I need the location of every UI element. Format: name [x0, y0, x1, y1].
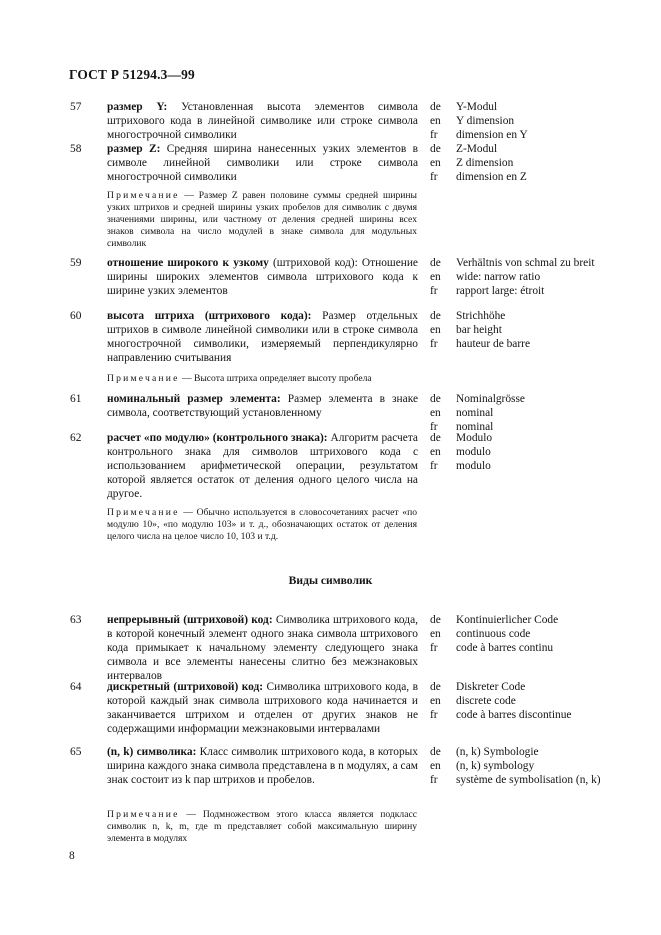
note-label: Примечание [107, 507, 180, 518]
note [107, 190, 417, 250]
lang-code: fr [430, 773, 438, 786]
entry-definition: Класс символик штрихового кода, в которых ширина каждого знака символа представлена в n модулях, а сам знак состоит из k пар штрихов и пробелов. [107, 746, 418, 786]
lang-code: de [430, 310, 441, 322]
entry-definition: Размер элемента в знаке символа, соответствующий установленному [107, 393, 418, 419]
page-number: 8 [69, 850, 75, 862]
lang-term: Z dimension [456, 156, 514, 169]
entry-definition: Символика штрихового кода, в которой конечный элемент одного знака символа штрихового кода примыкает к начальному элементу следующего знака символа и все элементы нанесены слитно без межзнаковых интервалов [107, 614, 418, 682]
entry-number: 64 [70, 681, 82, 693]
note-dash: — [179, 507, 197, 518]
lang-code: de [430, 101, 441, 113]
entry-text [107, 310, 418, 366]
lang-term: code à barres continu [456, 641, 554, 654]
lang-term: Nominalgrösse [456, 393, 525, 405]
entry-text [107, 101, 418, 143]
lang-code: de [430, 614, 441, 626]
lang-term: dimension en Z [456, 170, 527, 183]
note-text: Высота штриха определяет высоту пробела [193, 373, 372, 384]
language-equivalents [430, 681, 620, 723]
entry-number: 61 [70, 393, 82, 405]
lang-code: fr [430, 641, 438, 654]
lang-code: fr [430, 170, 438, 183]
lang-code: en [430, 114, 441, 127]
lang-code: en [430, 694, 441, 707]
note-label: Примечание [107, 809, 180, 820]
lang-term: Z-Modul [456, 143, 498, 155]
language-equivalents [430, 101, 620, 143]
lang-term: (n, k) Symbologie [456, 746, 539, 758]
entry-term: (n, k) символика: [107, 746, 197, 758]
language-equivalents [430, 310, 620, 352]
language-equivalents [430, 432, 620, 474]
lang-term: nominal [456, 420, 494, 433]
entry-term: номинальный размер элемента: [107, 393, 281, 405]
lang-code: fr [430, 420, 438, 433]
lang-term: modulo [456, 459, 491, 472]
language-equivalents [430, 257, 620, 299]
lang-term: système de symbolisation (n, k) [456, 773, 601, 786]
lang-term: Y dimension [456, 114, 515, 127]
lang-term: bar height [456, 323, 502, 336]
note-label: Примечание [107, 373, 180, 384]
lang-code: en [430, 270, 441, 283]
language-equivalents [430, 746, 620, 788]
entry-text [107, 681, 418, 737]
entry-text [107, 143, 418, 185]
lang-code: en [430, 406, 441, 419]
lang-code: fr [430, 459, 438, 472]
language-equivalents [430, 393, 620, 435]
lang-code: en [430, 759, 441, 772]
entry-term: расчет «по модулю» (контрольного знака): [107, 432, 328, 444]
document-header: ГОСТ Р 51294.3—99 [69, 67, 195, 82]
entry-number: 63 [70, 614, 82, 626]
entry-number: 58 [70, 143, 82, 155]
note-label: Примечание [107, 190, 180, 201]
lang-term: nominal [456, 406, 494, 419]
lang-code: en [430, 627, 441, 640]
entry-number: 60 [70, 310, 82, 322]
lang-code: fr [430, 128, 438, 141]
entry-term-qualifier: (штриховой код): [268, 257, 358, 269]
lang-code: de [430, 143, 441, 155]
entry-term: отношение широкого к узкому [107, 257, 269, 269]
lang-term: hauteur de barre [456, 337, 530, 350]
language-equivalents [430, 614, 620, 656]
entry-term: размер Z: [107, 143, 161, 155]
entry-definition: Символика штрихового кода, в которой каждый знак символа штрихового кода начинается и заканчивается штрихом и отделен от других знаков не содержащими информации межзнаковыми интервалами [107, 681, 418, 735]
entry-number: 59 [70, 257, 82, 269]
lang-term: code à barres discontinue [456, 708, 572, 721]
note-dash: — [179, 373, 194, 384]
entry-text [107, 432, 418, 502]
lang-code: de [430, 746, 441, 758]
lang-term: modulo [456, 445, 491, 458]
lang-code: de [430, 393, 441, 405]
entry-term: размер Y: [107, 101, 168, 113]
language-equivalents [430, 143, 620, 185]
lang-code: en [430, 445, 441, 458]
entry-definition: Установленная высота элементов символа штрихового кода в линейной символике или строке символа многострочной символики [107, 101, 418, 141]
lang-code: de [430, 257, 441, 269]
note-dash: — [179, 190, 199, 201]
lang-term: rapport large: étroit [456, 284, 545, 297]
lang-term: (n, k) symbology [456, 759, 535, 772]
lang-term: Y-Modul [456, 101, 498, 113]
lang-term: continuous code [456, 627, 531, 640]
entry-text [107, 257, 418, 299]
lang-term: discrete code [456, 694, 516, 707]
note [107, 373, 417, 385]
lang-term: dimension en Y [456, 128, 528, 141]
lang-code: fr [430, 284, 438, 297]
entry-definition: Размер отдельных штрихов в символе линейной символики или в строке символа многострочной символики, измеряемый перпендикулярно направлению считывания [107, 310, 419, 364]
note [107, 507, 417, 543]
entry-text [107, 746, 418, 788]
note-dash: — [179, 809, 203, 820]
entry-term: непрерывный (штриховой) код: [107, 614, 273, 626]
lang-term: Strichhöhe [456, 310, 506, 322]
entry-text [107, 614, 418, 684]
entry-number: 62 [70, 432, 82, 444]
lang-code: de [430, 681, 441, 693]
section-title: Виды символик [288, 574, 373, 587]
lang-term: Modulo [456, 432, 493, 444]
note [107, 809, 417, 845]
entry-definition: Средняя ширина нанесенных узких элементов в символе линейной символики или строке символа многострочной символики [107, 143, 418, 183]
lang-code: en [430, 156, 441, 169]
entry-definition: Отношение ширины широких элементов символа штрихового кода к ширине узких элементов [107, 257, 418, 297]
entry-text [107, 393, 418, 421]
lang-code: fr [430, 337, 438, 350]
lang-term: wide: narrow ratio [456, 270, 541, 283]
note-text: Обычно используется в словосочетаниях расчет «по модулю 10», «по модулю 103» и т. д., обозначающих остаток от деления целого числа на целое число 10, 103 и т.д. [107, 507, 418, 542]
entry-number: 57 [70, 101, 82, 113]
lang-term: Verhältnis von schmal zu breit [456, 257, 595, 269]
lang-code: fr [430, 708, 438, 721]
lang-code: de [430, 432, 441, 444]
lang-term: Diskreter Code [456, 681, 526, 693]
lang-term: Kontinuierlicher Code [456, 614, 559, 626]
lang-code: en [430, 323, 441, 336]
note-text: Подмножеством этого класса является подкласс символик n, k, m, где m представляет собой максимальную ширину элемента в модулях [107, 809, 417, 844]
entry-definition: Алгоритм расчета контрольного знака для символов штрихового кода с использованием арифметической операции, результатом которой является остаток от деления одного целого числа на другое. [107, 432, 418, 500]
entry-term: высота штриха (штрихового кода): [107, 310, 312, 322]
note-text: Размер Z равен половине суммы средней ширины узких штрихов и средней ширины узких пробелов для символик с двумя значениями ширины, или частному от деления средней ширины всех знаков символа на число модулей в знаке символа для модульных символик [107, 190, 417, 249]
entry-number: 65 [70, 746, 82, 758]
entry-term: дискретный (штриховой) код: [107, 681, 264, 693]
